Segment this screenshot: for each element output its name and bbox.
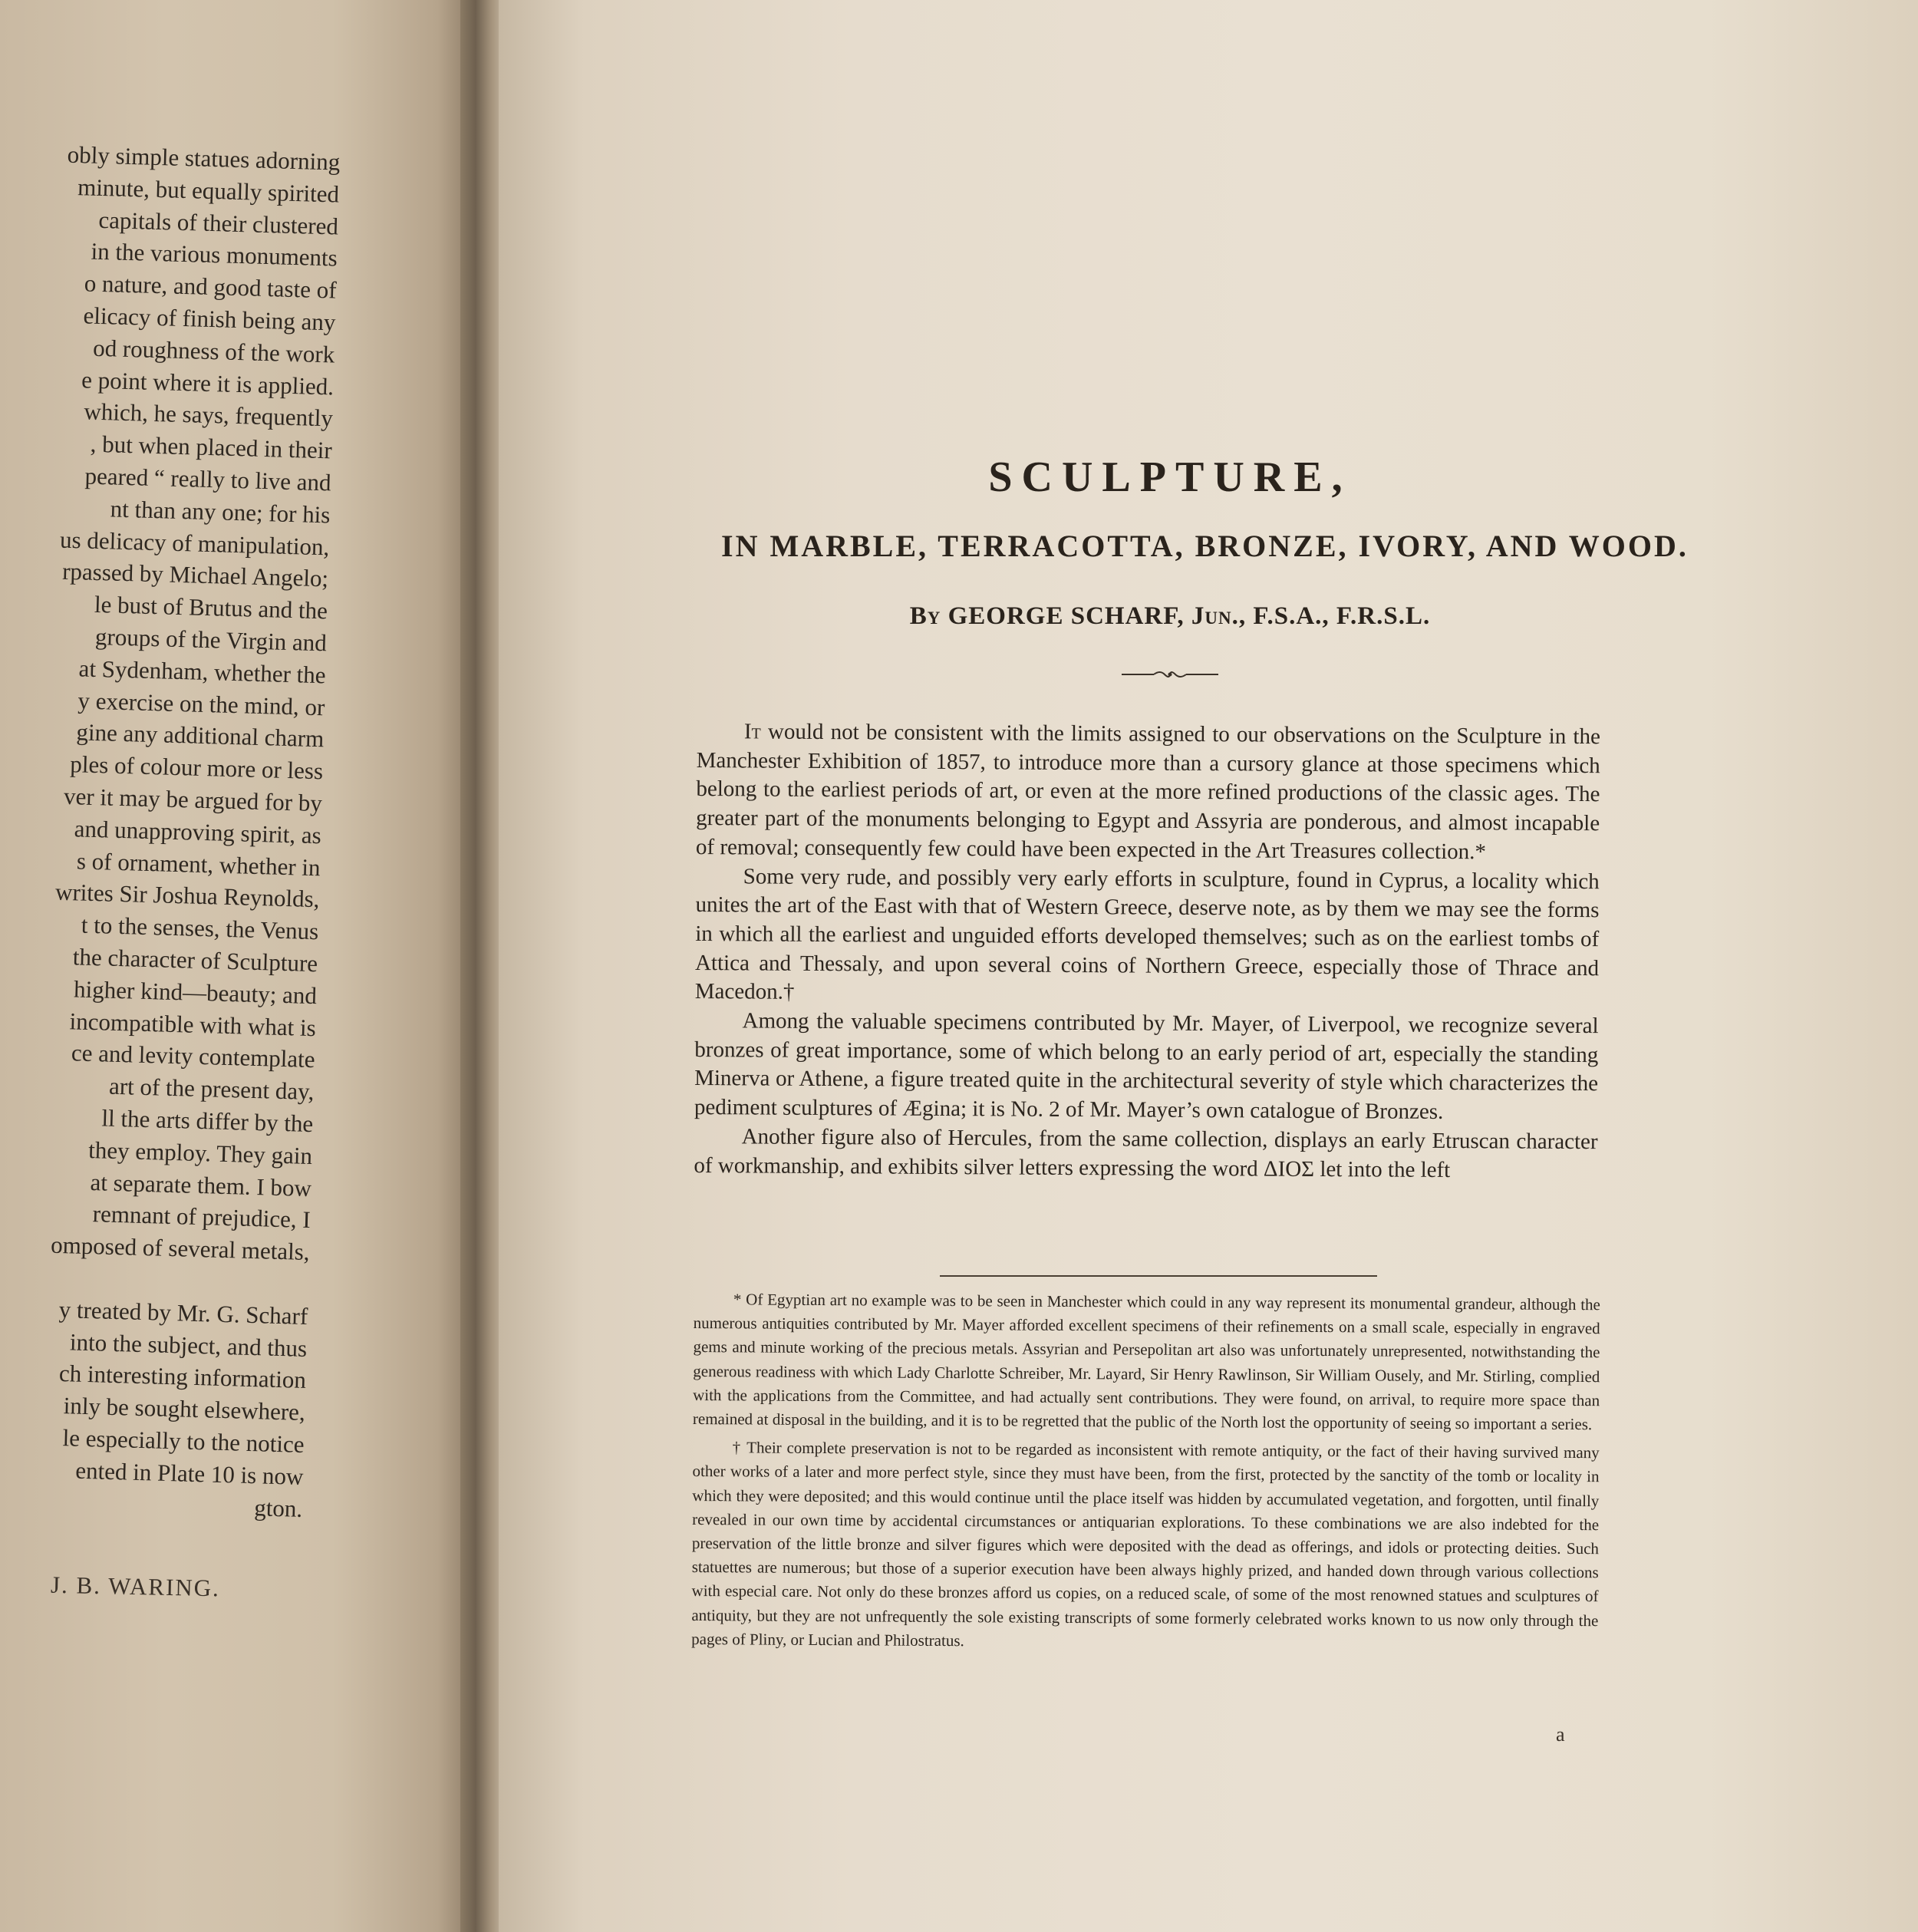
left-page-line: o nature, and good taste of (84, 269, 338, 304)
article-paragraph (696, 717, 1600, 868)
left-page-line: groups of the Virgin and (94, 622, 328, 657)
footnote-rule (940, 1275, 1377, 1277)
left-page-line: gine any additional charm (76, 718, 325, 753)
left-page-line: in the various monuments (91, 237, 338, 272)
left-page-line: od roughness of the work (92, 334, 335, 368)
left-page-line: the character of Sculpture (72, 943, 318, 978)
right-page (499, 0, 1918, 1932)
left-page-line: minute, but equally spirited (77, 173, 340, 208)
left-page-line: , but when placed in their (90, 430, 333, 464)
left-page (0, 0, 476, 1932)
heading-block (721, 453, 1689, 680)
left-page-line: ples of colour more or less (69, 750, 324, 785)
byline-by: By (909, 602, 941, 630)
left-page-line: incompatible with what is (69, 1007, 317, 1041)
left-page-line: obly simple statues adorning (67, 140, 341, 176)
left-page-line: art of the present day, (108, 1072, 315, 1106)
left-page-line: y exercise on the mind, or (77, 686, 325, 720)
footnote-preservation: † Their complete preservation is not to be regarded as inconsistent with remote antiquity, or the fact of their having survived many other works of a later and more perfect style, since they must have been, from the first, protected by the sanctity of the tomb or locality in which they were deposited; and this would continue until the place itself was hidden by accumulated vegetation, and forgotten, until finally revealed in our own time by accidental circumstances or antiquarian explorations. To these combinations we are also indebted for the preservation of the little bronze and silver figures which were deposited with the dead as offerings, and idols or protecting deities. Such statuettes are numerous; but those of a superior execution have been always highly prized, and handed down through various collections with especial care. Not only do these bronzes afford us copies, on a reduced scale, of some of the most renowned statues and sculptures of antiquity, but they are not unfrequently the sole existing transcripts of some formerly celebrated works known to us now only through the pages of Pliny, or Lucian and Philostratus. (691, 1438, 1600, 1650)
left-page-text (0, 137, 341, 1525)
page-title: SCULPTURE, (988, 453, 1352, 501)
left-page-line: at separate them. I bow (90, 1168, 312, 1202)
footnote-egyptian-art: * Of Egyptian art no example was to be seen in Manchester which could in any way represent its monumental grandeur, although the numerous antiquities contributed by Mr. Mayer afforded excellent specimens of their refinements on a small scale, especially in engraved gems and minute working of the precious metals. Assyrian and Persepolitan art also was unfortunately unrepresented, notwithstanding the generous readiness with which Lady Charlotte Schreiber, Mr. Layard, Sir Henry Rawlinson, Sir William Ousely, and Mr. Stirling, complied with the applications from the Committee, and had actually sent contributions. They were found, on arrival, to require more space than remained at disposal in the building, and it is to be regretted that the public of the North lost the opportunity of seeing so important a series. (692, 1290, 1600, 1434)
article-paragraph: Another figure also of Hercules, from the same collection, displays an early Etruscan character of workmanship, and exhibits silver letters expressing the word ΔΙΟΣ let into the left (694, 1124, 1598, 1182)
byline (721, 602, 1619, 631)
signature-mark: a (1556, 1723, 1565, 1746)
left-page-line: ver it may be argued for by (63, 782, 323, 817)
left-page-line: le especially to the notice (62, 1424, 305, 1459)
left-page-line: which, he says, frequently (84, 397, 334, 432)
left-page-line: higher kind—beauty; and (73, 975, 318, 1009)
left-page-line: rpassed by Michael Angelo; (61, 558, 329, 592)
byline-jun: Jun., (1191, 602, 1247, 630)
left-page-line: into the subject, and thus (69, 1328, 308, 1362)
author-signature-waring: J. B. WARING. (50, 1571, 221, 1602)
left-page-line: t to the senses, the Venus (81, 911, 319, 945)
drop-word: It (743, 719, 761, 744)
left-page-line: ce and levity contemplate (71, 1039, 316, 1073)
left-page-line: le bust of Brutus and the (94, 591, 328, 625)
left-page-line: peared “ really to live and (84, 462, 332, 496)
left-page-line: writes Sir Joshua Reynolds, (54, 878, 320, 913)
left-page-line: ch interesting information (58, 1360, 307, 1394)
left-page-line: e point where it is applied. (81, 365, 334, 401)
left-page-line: ented in Plate 10 is now (74, 1456, 304, 1490)
left-page-line: nt than any one; for his (110, 495, 331, 529)
left-page-line: elicacy of finish being any (83, 302, 336, 336)
left-page-line: s of ornament, whether in (76, 846, 321, 881)
left-page-line: they employ. They gain (87, 1136, 313, 1169)
left-page-line: remnant of prejudice, I (92, 1200, 311, 1234)
paragraph-text: would not be consistent with the limits assigned to our observations on the Sculpture in the Manchester Exhibition of 1857, to introduce more than a cursory glance at those specimens which belong to the earliest periods of art, or even at the more refined productions of the classic ages. The greater part of the monuments belonging to Egypt and Assyria are ponderous, and almost incapable of removal; consequently few could have been expected in the Art Treasures collection.* (695, 719, 1600, 865)
left-page-line: inly be sought elsewhere, (63, 1392, 306, 1426)
left-page-line: omposed of several metals, (50, 1231, 311, 1266)
left-page-line: at Sydenham, whether the (78, 654, 327, 689)
article-paragraph: Among the valuable specimens contributed by Mr. Mayer, of Liverpool, we recognize several bronzes of great importance, some of which belong to an early period of art, especially the standing Minerva or Athene, a figure treated quite in the architectural severity of style which characterizes the pediment sculptures of Ægina; it is No. 2 of Mr. Mayer’s own catalogue of Bronzes. (694, 1008, 1599, 1125)
left-page-line: y treated by Mr. G. Scharf (58, 1295, 308, 1330)
byline-qualifications: F.S.A., F.R.S.L. (1253, 602, 1431, 630)
article-body (694, 717, 1600, 1185)
ornament-divider-icon (1120, 669, 1220, 680)
left-page-line: us delicacy of manipulation, (59, 526, 330, 560)
left-page-line: capitals of their clustered (98, 206, 339, 240)
article-paragraph: Some very rude, and possibly very early efforts in sculpture, found in Cyprus, a locality which unites the art of the East with that of Western Greece, deserve note, as by them we may see the forms in which all the earliest and unguided efforts developed themselves; such as on the earliest tombs of Attica and Thessaly, and upon several coins of Northern Greece, especially those of Thrace and Macedon.† (694, 863, 1600, 1005)
left-page-line: gton. (253, 1493, 303, 1522)
byline-author: GEORGE SCHARF, (947, 602, 1185, 630)
left-page-line: ll the arts differ by the (101, 1104, 314, 1138)
left-page-line: and unapproving spirit, as (74, 815, 322, 849)
page-subtitle: IN MARBLE, TERRACOTTA, BRONZE, IVORY, AND WOOD. (721, 529, 1689, 563)
footnotes (691, 1287, 1600, 1657)
